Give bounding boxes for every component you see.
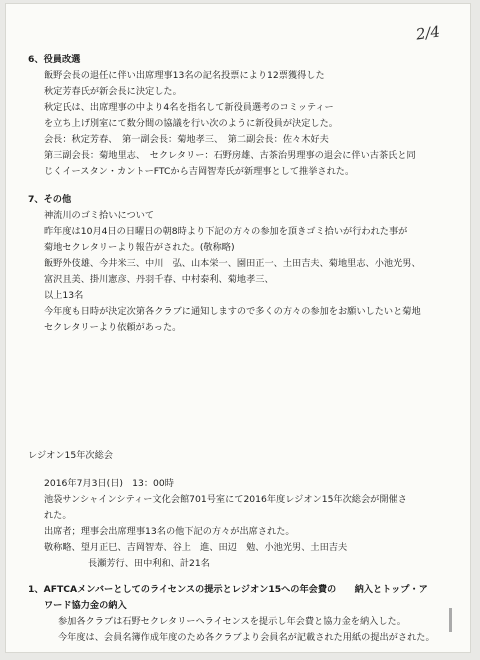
section6-heading: 6、役員改選	[28, 54, 81, 65]
section6-line: じくイースタン・カントーFTCから吉岡智寿氏が新理事として推挙された。	[44, 166, 355, 177]
section6-line: 飯野会長の退任に伴い出席理事13名の記名投票により12票獲得した	[44, 70, 325, 81]
legion-line: 2016年7月3日(日) 13：00時	[44, 478, 174, 489]
item1-line: 今年度は、会員名簿作成年度のため各クラブより会員名が記載された用紙の提出がされた。	[58, 632, 435, 643]
item1-line: 参加各クラブは石野セクレタリーへライセンスを提示し年会費と協力金を納入した。	[58, 616, 406, 627]
document-page	[6, 4, 470, 652]
legion-heading: レジオン15年次総会	[28, 450, 113, 461]
section7-heading: 7、その他	[28, 194, 72, 205]
section7-line: 今年度も日時が決定次第各クラブに通知しますので多くの方々の参加をお願いしたいと菊地	[44, 306, 421, 317]
item1-heading: ワード協力金の納入	[44, 600, 127, 611]
section7-line: 以上13名	[44, 290, 84, 301]
legion-line: 出席者；理事会出席理事13名の他下記の方々が出席された。	[44, 526, 295, 537]
section7-line: 昨年度は10月4日の日曜日の朝8時より下記の方々の参加を頂きゴミ拾いが行われた事が	[44, 226, 408, 237]
item1-heading: 1、AFTCAメンバーとしてのライセンスの提示とレジオン15への年会費の 納入とトップ・ア	[28, 584, 428, 595]
section6-line: を立ち上げ別室にて数分間の協議を行い次のように新役員が決定した。	[44, 118, 338, 129]
legion-line: 池袋サンシャインシティー文化会館701号室にて2016年度レジオン15年次総会が開催さ	[44, 494, 407, 505]
page-number: 2/4	[414, 22, 442, 44]
section7-line: 菊地セクレタリーより報告がされた。(敬称略)	[44, 242, 235, 253]
section7-line: 神流川のゴミ拾いについて	[44, 210, 155, 221]
legion-line: 長瀬芳行、田中利和、計21名	[88, 558, 210, 569]
section7-line: 富沢且美、掛川憲彦、丹羽千春、中村泰利、菊地孝三、	[44, 274, 274, 285]
section6-line: 会長：秋定芳春、 第一副会長：菊地孝三、 第二副会長：佐々木好夫	[44, 134, 329, 145]
section6-line: 第三副会長：菊地里志、 セクレタリー：石野房雄、古茶治男理事の退会に伴い古茶氏と同	[44, 150, 416, 161]
section6-line: 秋定氏は、出席理事の中より4名を指名して新役員選考のコミッティー	[44, 102, 334, 113]
scan-edge-mark	[449, 608, 452, 632]
section7-line: 飯野外伎雄、今井米三、中川 弘、山本栄一、園田正一、土田吉夫、菊地里志、小池光男、	[44, 258, 421, 269]
legion-line: れた。	[44, 510, 72, 521]
legion-line: 敬称略、望月正巳、吉岡智寿、谷上 進、田辺 勉、小池光男、土田吉夫	[44, 542, 348, 553]
section6-line: 秋定芳春氏が新会長に決定した。	[44, 86, 182, 97]
section7-line: セクレタリーより依頼があった。	[44, 322, 182, 333]
